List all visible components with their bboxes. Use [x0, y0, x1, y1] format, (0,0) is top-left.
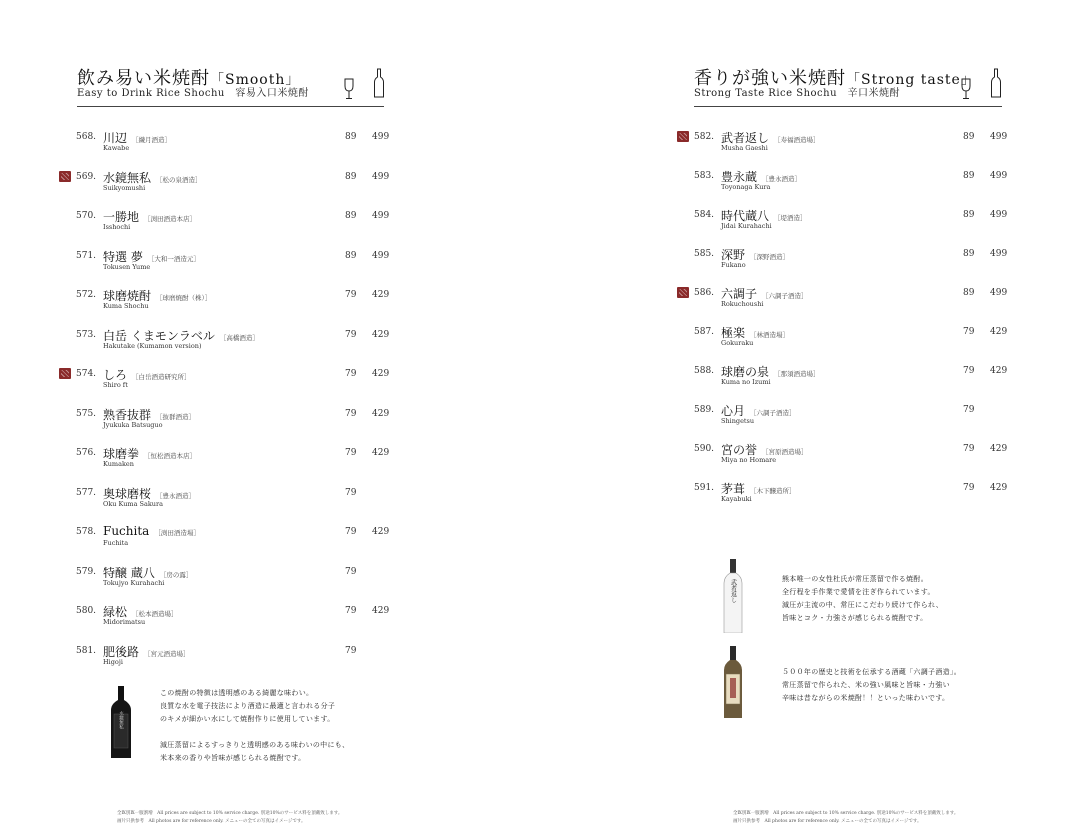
item-name-jp: 球磨の泉: [721, 365, 770, 379]
item-romanized-name: Oku Kuma Sakura: [103, 499, 163, 508]
menu-item: [56, 248, 396, 278]
item-romanized-name: Gokuraku: [721, 339, 754, 347]
item-name-jp: 熟香抜群: [103, 407, 152, 422]
item-glass-price: 79: [345, 329, 357, 340]
bottle-label: 武者返し: [729, 579, 737, 603]
item-number: 575.: [76, 408, 97, 419]
menu-item: [56, 564, 396, 594]
item-romanized-name: Hakutake (Kumamon version): [103, 341, 202, 350]
right-subtitle: Strong Taste Rice Shochu 辛口米焼酎: [694, 88, 901, 99]
left-title-jp: 飲み易い米焼酎: [77, 68, 210, 89]
left-title-en: 「Smooth」: [210, 72, 301, 88]
item-name-jp: 奥球磨桜: [103, 486, 152, 501]
menu-item: [56, 366, 396, 396]
right-title-jp: 香りが強い米焼酎: [694, 68, 846, 89]
item-number: 572.: [76, 290, 97, 300]
promo-line: ５００年の歴史と技術を伝承する酒蔵「六調子酒造」。: [782, 668, 961, 676]
wine-glass-icon: [343, 78, 355, 100]
item-number: 570.: [76, 211, 97, 221]
right-header: [694, 64, 1002, 107]
item-number: 573.: [76, 329, 97, 340]
item-brewery: ［高橋酒造］: [219, 333, 259, 342]
menu-item: [56, 287, 396, 317]
item-name-jp: 一勝地: [103, 210, 140, 224]
item-brewery: ［堤酒造］: [774, 214, 807, 222]
item-glass-price: 79: [963, 405, 975, 415]
item-number: 574.: [76, 369, 97, 379]
item-bottle-price: 499: [990, 210, 1008, 220]
item-glass-price: 79: [963, 366, 975, 376]
item-number: 590.: [694, 444, 715, 454]
menu-item: [674, 207, 1014, 237]
right-promo-text-2: [782, 666, 961, 705]
right-footnote: [733, 810, 958, 826]
recommend-stamp-icon: [59, 171, 71, 182]
menu-item: [56, 603, 396, 633]
item-bottle-price: 499: [372, 132, 390, 142]
promo-line: 旨味とコク・力強さが感じられる焼酎です。: [782, 614, 928, 622]
item-glass-price: 89: [963, 132, 975, 142]
item-bottle-price: 429: [990, 327, 1008, 337]
menu-item: [56, 169, 396, 199]
item-glass-price: 79: [963, 483, 975, 493]
item-bottle-price: 499: [372, 250, 390, 261]
item-romanized-name: Tokusen Yume: [103, 262, 151, 271]
item-brewery: ［豊永酒造］: [762, 175, 802, 183]
item-brewery: ［抜群酒造］: [156, 412, 196, 421]
item-glass-price: 79: [345, 408, 357, 419]
item-bottle-price: 499: [990, 249, 1008, 259]
musha-gaeshi-bottle-image: [721, 559, 745, 633]
item-romanized-name: Musha Gaeshi: [721, 144, 768, 152]
item-romanized-name: Shiro ft: [103, 381, 128, 389]
item-romanized-name: Jyukuka Batsuguo: [103, 420, 163, 429]
left-subtitle: Easy to Drink Rice Shochu 容易入口米焼酎: [77, 88, 309, 99]
promo-line: 良質な水を電子技法により酒造に最適と言われる分子: [160, 702, 336, 710]
item-glass-price: 79: [345, 645, 357, 656]
item-name-jp: 六調子: [721, 287, 758, 301]
item-bottle-price: 499: [990, 171, 1008, 181]
item-glass-price: 79: [963, 327, 975, 337]
item-name-jp: 特醸 蔵八: [103, 565, 155, 580]
menu-item: [56, 445, 396, 475]
item-bottle-price: 499: [372, 171, 390, 182]
menu-item: [56, 485, 396, 515]
service-charge-note: 全Ⅸ別Ⅸ一服割増 All prices are subject to 10% service charge. 別途10%のサービス料を頂戴致します。: [117, 811, 343, 816]
item-bottle-price: 429: [372, 329, 390, 340]
item-name-jp: 武者返し: [721, 131, 770, 145]
menu-item: [674, 324, 1014, 354]
item-name-jp: 宮の誉: [721, 443, 758, 457]
photo-note: 画片只供参考 All photos are for reference only. メニューの全ての写真はイメージです。: [117, 819, 306, 824]
menu-item: [674, 129, 1014, 159]
item-name-jp: 深野: [721, 248, 746, 262]
item-brewery: ［六調子酒造］: [750, 409, 796, 417]
item-romanized-name: Jidai Kurahachi: [721, 222, 772, 230]
item-number: 579.: [76, 566, 97, 577]
item-romanized-name: Higoji: [103, 657, 123, 666]
item-brewery: ［白岳酒造研究所］: [132, 373, 191, 381]
item-romanized-name: Rokuchoushi: [721, 300, 764, 308]
item-glass-price: 89: [345, 132, 357, 142]
item-romanized-name: Kawabe: [103, 144, 130, 152]
item-bottle-price: 429: [990, 483, 1008, 493]
item-name-jp: 茅葺: [721, 482, 746, 496]
right-promo-text-1: [782, 573, 943, 625]
promo-line: 全行程を手作業で愛情を注ぎ作られています。: [782, 588, 935, 596]
item-name-jp: 緑松: [103, 605, 128, 619]
rokuchoushi-bottle-image: [721, 646, 745, 718]
item-glass-price: 89: [963, 210, 975, 220]
item-bottle-price: 499: [372, 211, 390, 221]
item-romanized-name: Toyonaga Kura: [721, 183, 771, 191]
item-name-jp: しろ: [103, 368, 128, 382]
item-brewery: ［球磨焼酎（株）］: [156, 294, 212, 302]
item-glass-price: 79: [345, 606, 357, 616]
item-number: 569.: [76, 171, 97, 182]
item-romanized-name: Suikyomushi: [103, 183, 146, 192]
left-promo-text: [160, 687, 349, 765]
item-brewery: ［恒松酒造本店］: [144, 452, 197, 460]
item-bottle-price: 499: [990, 132, 1008, 142]
item-romanized-name: Kuma Shochu: [103, 302, 149, 310]
item-brewery: ［大和一酒造元］: [147, 254, 200, 263]
item-bottle-price: 429: [990, 444, 1008, 454]
item-romanized-name: Isshochi: [103, 223, 131, 231]
item-brewery: ［寿福酒造場］: [774, 136, 820, 144]
item-number: 581.: [76, 645, 97, 656]
item-glass-price: 79: [345, 566, 357, 577]
promo-line: 辛味は昔ながらの米焼酎！！といった味わいです。: [782, 694, 950, 702]
item-number: 580.: [76, 606, 97, 616]
item-number: 588.: [694, 366, 715, 376]
item-bottle-price: 429: [372, 448, 390, 458]
item-romanized-name: Tokujyo Kurahachi: [103, 578, 165, 587]
item-bottle-price: 429: [372, 290, 390, 300]
item-number: 589.: [694, 405, 715, 415]
item-number: 583.: [694, 171, 715, 181]
item-glass-price: 79: [345, 448, 357, 458]
item-name-jp: 球磨拳: [103, 447, 140, 461]
suikyomushi-bottle-image: [108, 686, 134, 758]
bottle-icon: [990, 68, 1002, 98]
item-brewery: ［繊月酒造］: [132, 136, 172, 144]
item-glass-price: 89: [963, 288, 975, 298]
item-name-jp: 特選 夢: [103, 249, 143, 264]
menu-item: [56, 643, 396, 673]
item-name-jp: 時代蔵八: [721, 209, 770, 223]
promo-spacer: [160, 726, 349, 739]
item-number: 568.: [76, 132, 97, 142]
recommend-stamp-icon: [677, 287, 689, 298]
item-number: 582.: [694, 132, 715, 142]
item-number: 578.: [76, 527, 97, 537]
item-number: 571.: [76, 250, 97, 261]
menu-item: [56, 208, 396, 238]
menu-item: [674, 363, 1014, 393]
item-romanized-name: Kumaken: [103, 460, 134, 468]
photo-note: 画片只供参考 All photos are for reference only. メニューの全ての写真はイメージです。: [733, 819, 922, 824]
menu-item: [56, 327, 396, 357]
menu-item: [56, 524, 396, 554]
item-number: 591.: [694, 483, 715, 493]
left-header: [77, 64, 384, 107]
wine-glass-icon: [960, 78, 972, 100]
item-romanized-name: Kayabuki: [721, 495, 752, 503]
item-brewery: ［豊永酒造］: [156, 491, 196, 500]
menu-item: [674, 441, 1014, 471]
promo-line: のキメが細かい水にして焼酎作りに使用しています。: [160, 715, 335, 723]
promo-line: 減圧が主流の中、常圧にこだわり続けて作られ、: [782, 601, 944, 609]
item-brewery: ［松本酒造場］: [132, 610, 178, 618]
item-brewery: ［林酒造場］: [750, 331, 790, 339]
item-brewery: ［宮原酒造場］: [762, 448, 808, 456]
promo-line: この焼酎の特徴は透明感のある綺麗な味わい。: [160, 689, 314, 697]
menu-item: [674, 168, 1014, 198]
item-glass-price: 79: [963, 444, 975, 454]
recommend-stamp-icon: [677, 131, 689, 142]
item-bottle-price: 429: [990, 366, 1008, 376]
item-brewery: ［木下醸造所］: [750, 487, 796, 495]
item-bottle-price: 429: [372, 527, 390, 537]
item-number: 586.: [694, 288, 715, 298]
menu-item: [56, 129, 396, 159]
item-romanized-name: Fukano: [721, 261, 746, 269]
item-glass-price: 79: [345, 527, 357, 537]
item-glass-price: 89: [963, 249, 975, 259]
item-brewery: ［松の泉酒造］: [156, 175, 202, 184]
promo-line: 熊本唯一の女性杜氏が常圧蒸留で作る焼酎。: [782, 575, 928, 583]
item-brewery: ［深野酒造］: [750, 253, 790, 261]
item-glass-price: 89: [345, 211, 357, 221]
item-name-jp: 心月: [721, 404, 746, 418]
item-brewery: ［渕田酒造場］: [154, 529, 200, 537]
menu-item: [674, 402, 1014, 432]
bottle-label: 水鏡無私: [118, 711, 124, 729]
item-name-jp: 球磨焼酎: [103, 289, 152, 303]
item-brewery: ［宮元酒造場］: [144, 649, 190, 658]
promo-line: 常圧蒸留で作られた、米の強い風味と旨味・力強い: [782, 681, 950, 689]
menu-item: [674, 285, 1014, 315]
item-number: 587.: [694, 327, 715, 337]
item-romanized-name: Miya no Homare: [721, 456, 777, 464]
item-bottle-price: 429: [372, 369, 390, 379]
service-charge-note: 全Ⅸ別Ⅸ一服割増 All prices are subject to 10% service charge. 別途10%のサービス料を頂戴致します。: [733, 811, 959, 816]
item-glass-price: 89: [345, 250, 357, 261]
item-brewery: ［渕田酒造本店］: [144, 215, 197, 223]
item-brewery: ［那須酒造場］: [774, 370, 820, 378]
item-brewery: ［房の露］: [159, 570, 193, 579]
bottle-icon: [373, 68, 385, 98]
menu-item: [56, 406, 396, 436]
item-romanized-name: Fuchita: [103, 539, 129, 547]
item-name: [103, 524, 200, 538]
left-footnote: [117, 810, 342, 826]
menu-item: [674, 246, 1014, 276]
right-title-en: 「Strong taste」: [846, 72, 976, 88]
item-bottle-price: 429: [372, 606, 390, 616]
item-romanized-name: Kuma no Izumi: [721, 378, 771, 386]
item-glass-price: 79: [345, 487, 357, 498]
item-romanized-name: Midorimatsu: [103, 618, 146, 626]
item-bottle-price: 499: [990, 288, 1008, 298]
item-number: 585.: [694, 249, 715, 259]
item-name-jp: Fuchita: [103, 524, 150, 538]
item-glass-price: 79: [345, 290, 357, 300]
promo-line: 米本来の香りや旨味が感じられる焼酎です。: [160, 754, 306, 762]
item-number: 576.: [76, 448, 97, 458]
item-glass-price: 89: [345, 171, 357, 182]
promo-line: 減圧蒸留によるすっきりと透明感のある味わいの中にも、: [160, 741, 350, 749]
item-bottle-price: 429: [372, 408, 390, 419]
item-brewery: ［六調子酒造］: [762, 292, 808, 300]
item-name-jp: 水鏡無私: [103, 170, 152, 185]
item-name-jp: 豊永蔵: [721, 170, 758, 184]
item-name-jp: 極楽: [721, 326, 746, 340]
item-number: 577.: [76, 487, 97, 498]
recommend-stamp-icon: [59, 368, 71, 379]
item-romanized-name: Shingetsu: [721, 417, 755, 425]
item-number: 584.: [694, 210, 715, 220]
item-glass-price: 89: [963, 171, 975, 181]
menu-item: [674, 480, 1014, 510]
item-glass-price: 79: [345, 369, 357, 379]
item-name-jp: 川辺: [103, 131, 128, 145]
item-name-jp: 白岳 くまモンラベル: [103, 328, 215, 343]
right-page: [540, 0, 1080, 835]
item-name-jp: 肥後路: [103, 644, 140, 659]
